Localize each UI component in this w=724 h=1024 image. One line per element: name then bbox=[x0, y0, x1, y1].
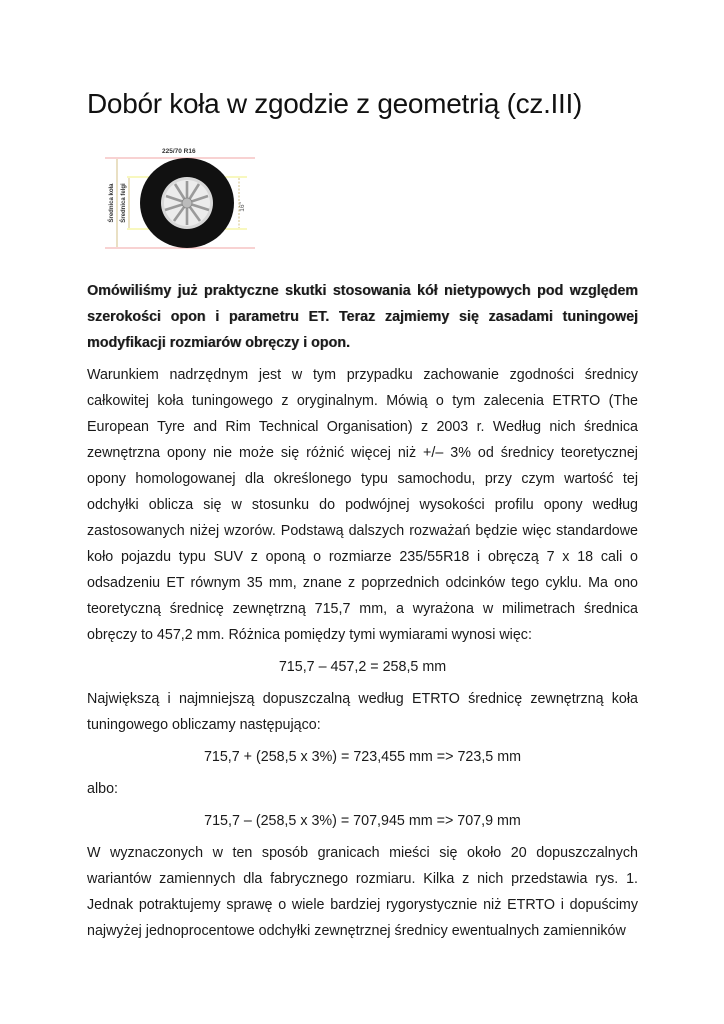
document-title: Dobór koła w zgodzie z geometrią (cz.III) bbox=[87, 88, 583, 119]
tire-size-label: 225/70 R16 bbox=[162, 148, 196, 155]
paragraph-3: W wyznaczonych w ten sposób granicach mieści się około 20 dopuszczalnych wariantów zamiennych dla fabrycznego rozmiaru. Kilka z nich przedstawia rys. 1. Jednak potraktujemy sprawę o wiele bardziej rygorystycznie niż ETRTO i dopuścimy najwyżej jednoprocentowe odchyłki zewnętrznej średnicy ewentualnych zamienników bbox=[87, 845, 638, 939]
albo-text: albo: bbox=[87, 781, 119, 797]
paragraph-2: Największą i najmniejszą dopuszczalną według ETRTO średnicę zewnętrzną koła tuningowego obliczamy następująco: bbox=[87, 691, 638, 733]
rim-diameter-label: Średnica felgi bbox=[121, 183, 127, 223]
wheel-illustration bbox=[87, 144, 262, 254]
wheel-diameter-label: Średnica koła bbox=[109, 183, 115, 223]
intro-paragraph: Omówiliśmy już praktyczne skutki stosowania kół nietypowych pod względem szerokości opon i parametru ET. Teraz zajmiemy się zasadami tuningowej modyfikacji rozmiarów obręczy i opon. bbox=[87, 283, 638, 351]
document-page bbox=[87, 84, 638, 944]
equation-3: 715,7 – (258,5 x 3%) = 707,945 mm => 707,9 mm bbox=[204, 813, 521, 829]
wheel-diagram bbox=[87, 144, 262, 254]
equation-2: 715,7 + (258,5 x 3%) = 723,455 mm => 723,5 mm bbox=[203, 749, 522, 765]
equation-1: 715,7 – 457,2 = 258,5 mm bbox=[278, 659, 447, 675]
paragraph-1: Warunkiem nadrzędnym jest w tym przypadku zachowanie zgodności średnicy całkowitej koła tuningowego z oryginalnym. Mówią o tym zalecenia ETRTO (The European Tyre and Rim Technical Organisation) z 2003 r. Według nich średnica zewnętrzna opony nie może się różnić więcej niż +/– 3% od średnicy teoretycznej opony homologowanej dla określonego typu samochodu, przy czym wartość tej odchyłki oblicza się w stosunku do podwójnej wysokości profilu opony według zastosowanych niżej wzorów. Podstawą dalszych rozważań będzie więc standardowe koło pojazdu typu SUV z oponą o rozmiarze 235/55R18 i obręczą 7 x 18 cali o odsadzeniu ET równym 35 mm, znane z poprzednich odcinków tego cyklu. Ma ono teoretyczną średnicę zewnętrzną 715,7 mm, a wyrażona w milimetrach średnica obręczy to 457,2 mm. Różnica pomiędzy tymi wymiarami wynosi więc: bbox=[87, 367, 638, 643]
rim-size-label: 16" bbox=[239, 202, 246, 212]
